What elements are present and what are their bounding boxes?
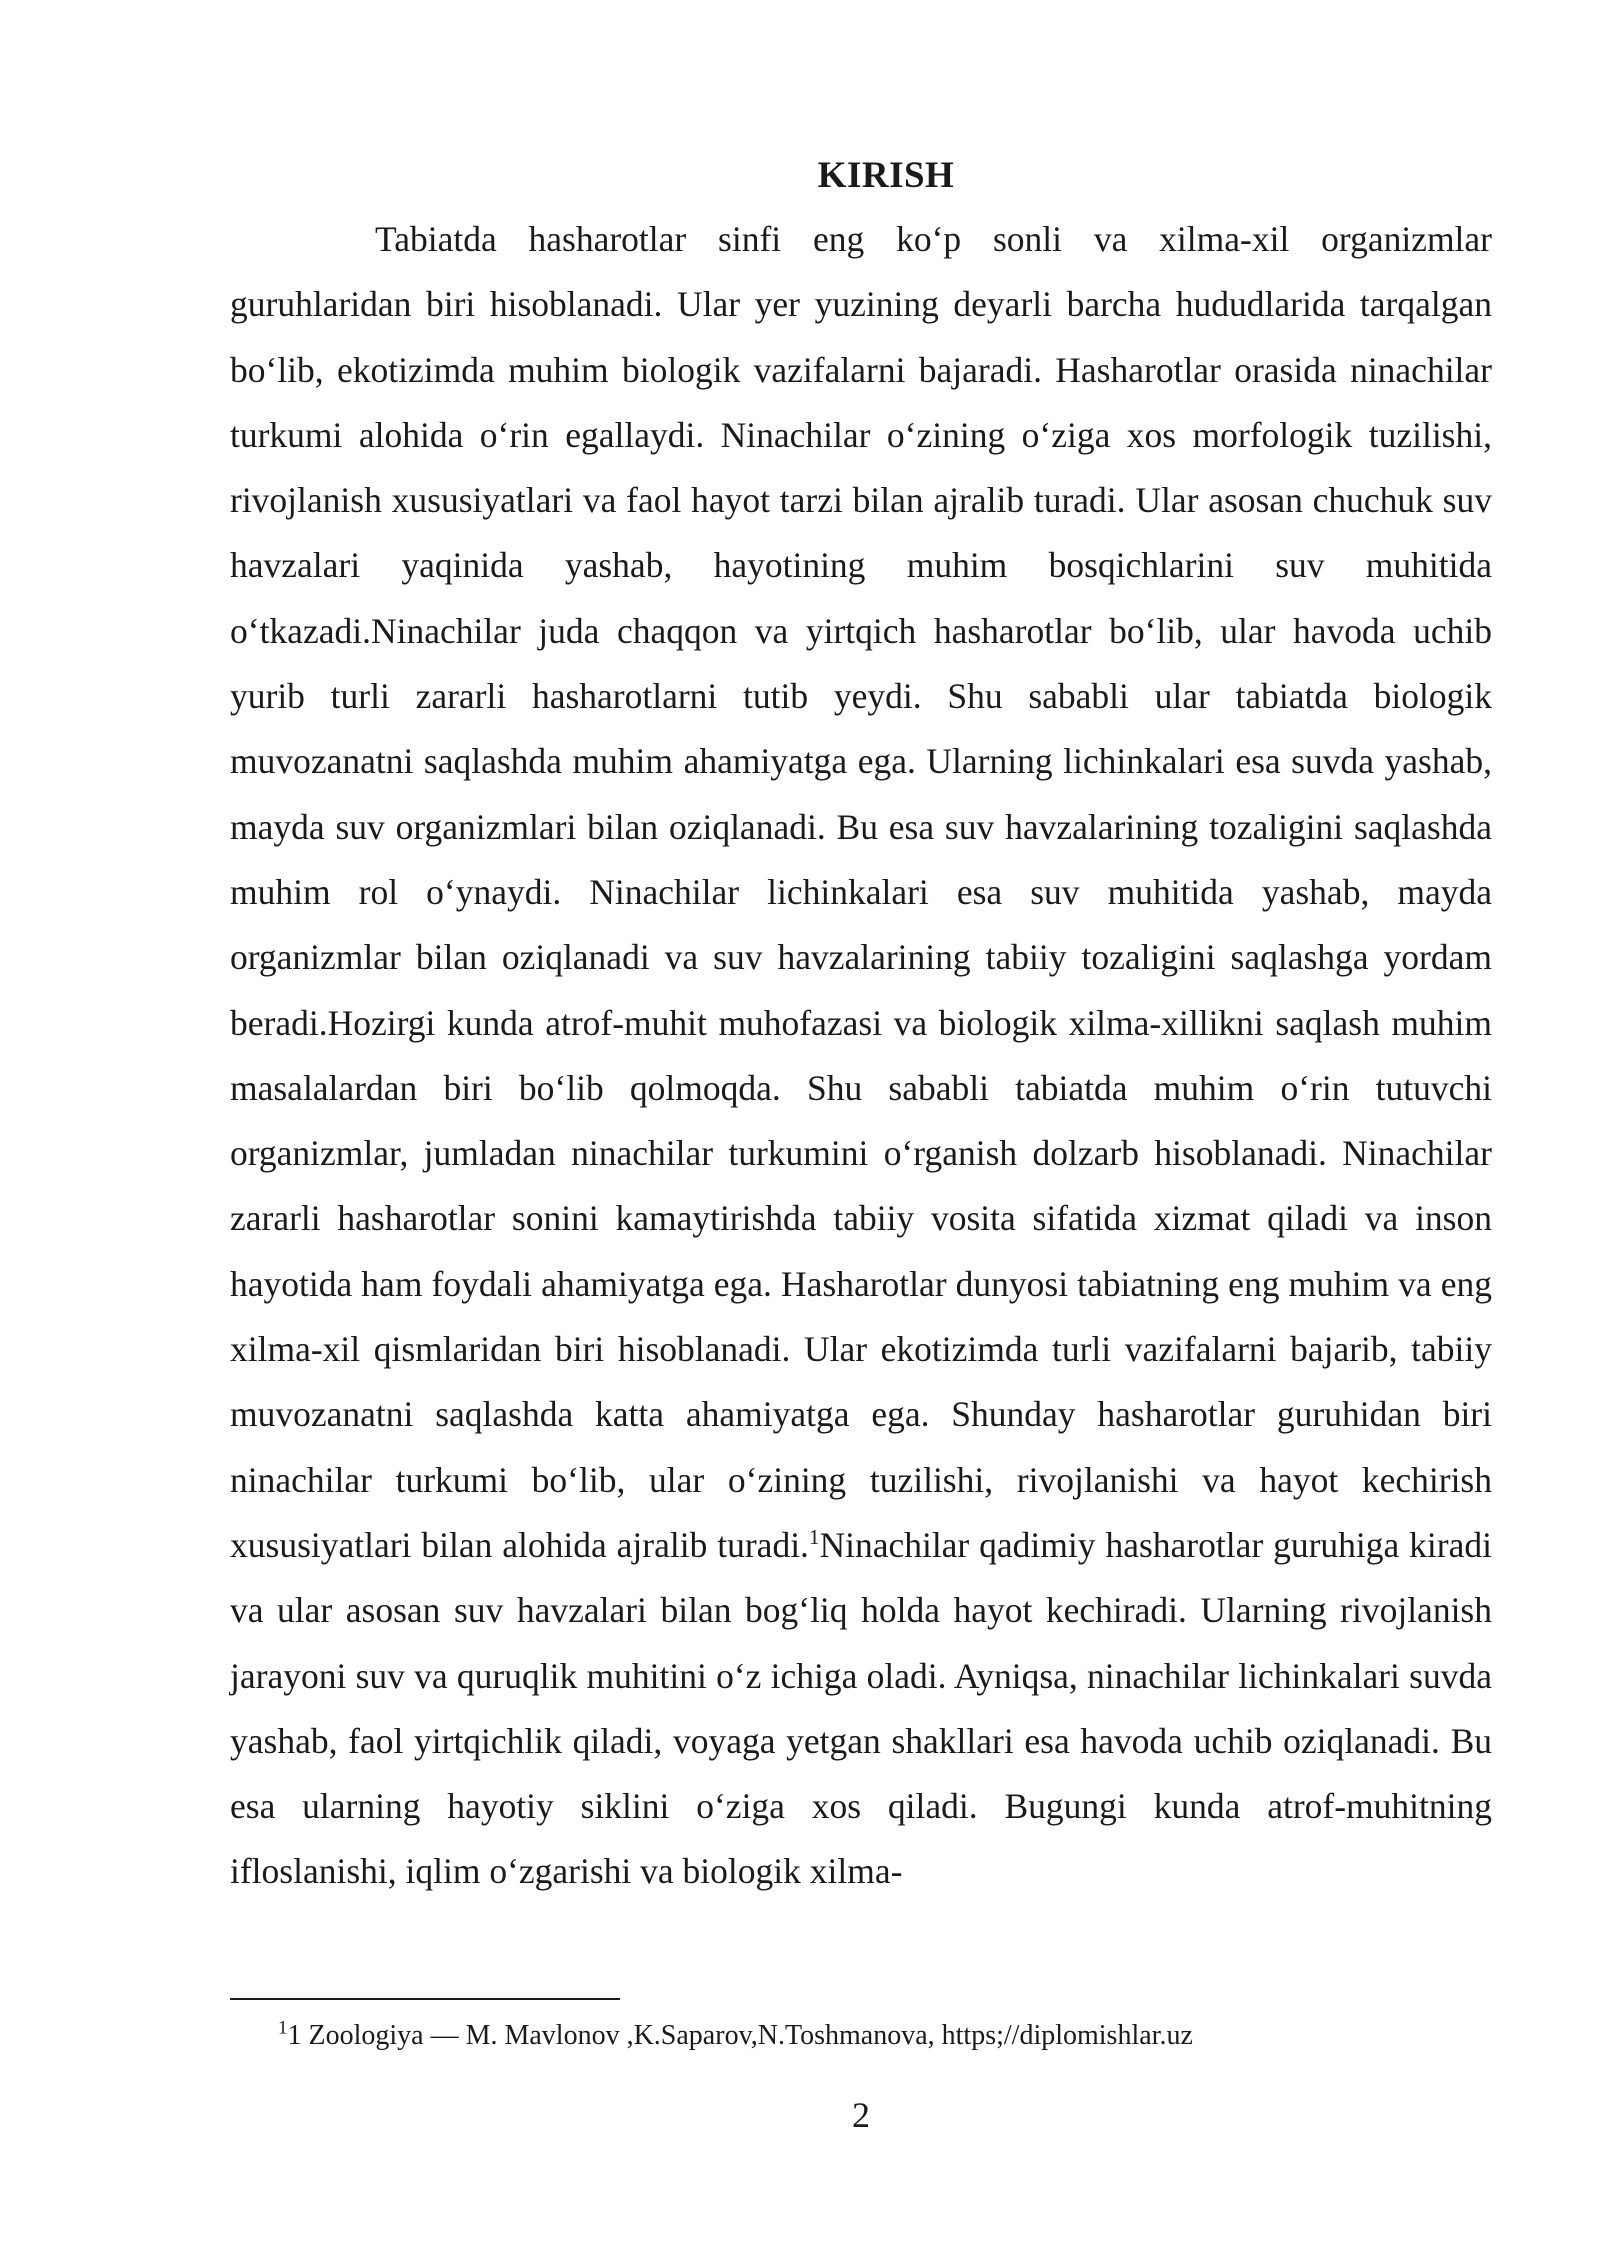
page-number: 2 bbox=[852, 2095, 870, 2135]
footnote bbox=[278, 2016, 1193, 2056]
paragraph-text-part1: Tabiatda hasharotlar sinfi eng ko‘p sonli va xilma-xil organizmlar guruhlaridan biri hisoblanadi. Ular yer yuzining deyarli barcha hududlarida tarqalgan bo‘lib, ekotizimda muhim biologik vazifalarni bajaradi. Hasharotlar orasida ninachilar turkumi alohida o‘rin egallaydi. Ninachilar o‘zining o‘ziga xos morfologik tuzilishi, rivojlanish xususiyatlari va faol hayot tarzi bilan ajralib turadi. Ular asosan chuchuk suv havzalari yaqinida yashab, hayotining muhim bosqichlarini suv muhitida o‘tkazadi.Ninachilar juda chaqqon va yirtqich hasharotlar bo‘lib, ular havoda uchib yurib turli zararli hasharotlarni tutib yeydi. Shu sababli ular tabiatda biologik muvozanatni saqlashda muhim ahamiyatga ega. Ularning lichinkalari esa suvda yashab, mayda suv organizmlari bilan oziqlanadi. Bu esa suv havzalarining tozaligini saqlashda muhim rol o‘ynaydi. Ninachilar lichinkalari esa suv muhitida yashab, mayda organizmlar bilan oziqlanadi va suv havzalarining tabiiy tozaligini saqlashga yordam beradi.Hozirgi kunda atrof-muhit muhofazasi va biologik xilma-xillikni saqlash muhim masalalardan biri bo‘lib qolmoqda. Shu sababli tabiatda muhim o‘rin tutuvchi organizmlar, jumladan ninachilar turkumini o‘rganish dolzarb hisoblanadi. Ninachilar zararli hasharotlar sonini kamaytirishda tabiiy vosita sifatida xizmat qiladi va inson hayotida ham foydali ahamiyatga ega. Hasharotlar dunyosi tabiatning eng muhim va eng xilma-xil qismlaridan biri hisoblanadi. Ular ekotizimda turli vazifalarni bajarib, tabiiy muvozanatni saqlashda katta ahamiyatga ega. Shunday hasharotlar guruhidan biri ninachilar turkumi bo‘lib, ular o‘zining tuzilishi, rivojlanishi va hayot kechirish xususiyatlari bilan alohida ajralib turadi. bbox=[230, 219, 1492, 1565]
paragraph-text-part2: Ninachilar qadimiy hasharotlar guruhiga kiradi va ular asosan suv havzalari bilan bog‘liq holda hayot kechiradi. Ularning rivojlanish jarayoni suv va quruqlik muhitini o‘z ichiga oladi. Ayniqsa, ninachilar lichinkalari suvda yashab, faol yirtqichlik qiladi, voyaga yetgan shakllari esa havoda uchib oziqlanadi. Bu esa ularning hayotiy siklini o‘ziga xos qiladi. Bugungi kunda atrof-muhitning ifloslanishi, iqlim o‘zgarishi va biologik xilma- bbox=[230, 1524, 1492, 1892]
footnote-reference[interactable]: 1 bbox=[808, 1525, 820, 1550]
body-paragraph bbox=[230, 207, 1492, 1905]
section-title: KIRISH bbox=[817, 155, 955, 196]
footnote-text: 1 Zoologiya — M. Mavlonov ,K.Saparov,N.Toshmanova, https;//diplomishlar.uz bbox=[287, 2020, 1193, 2051]
footnote-marker: 1 bbox=[278, 2017, 288, 2039]
footnote-separator bbox=[230, 1998, 620, 2000]
